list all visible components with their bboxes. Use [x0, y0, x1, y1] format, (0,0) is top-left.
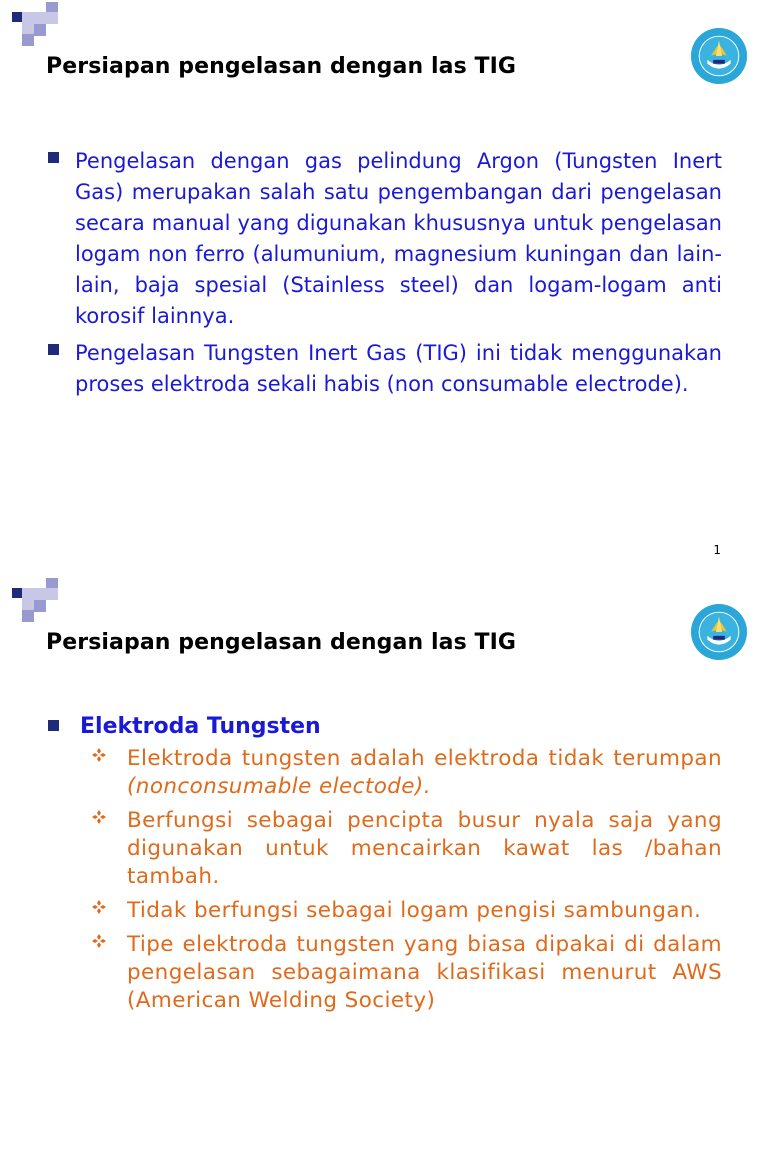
- four-diamond-bullet-icon: [91, 933, 107, 949]
- four-diamond-bullet-icon: [91, 899, 107, 915]
- item-text: Tipe elektroda tungsten yang biasa dipakai di dalam pengelasan sebagaimana klasifikasi menurut AWS (American Welding Society): [127, 932, 722, 1013]
- sub-list: [46, 745, 722, 1015]
- item-text: Tidak berfungsi sebagai logam pengisi sambungan.: [127, 898, 702, 923]
- section-heading-text: Elektroda Tungsten: [80, 714, 321, 739]
- item-text: Elektroda tungsten adalah elektroda tidak terumpan (nonconsumable electode).: [127, 746, 722, 799]
- checker-squares-icon: [0, 0, 70, 50]
- list-item: [46, 146, 722, 332]
- four-diamond-bullet-icon: [91, 809, 107, 825]
- section-heading: [46, 714, 722, 739]
- slide-2: [0, 576, 768, 1152]
- square-bullet-icon: [48, 152, 59, 163]
- bullet-text: Pengelasan Tungsten Inert Gas (TIG) ini tidak menggunakan proses elektroda sekali habis (non consumable electrode).: [75, 341, 722, 396]
- list-item: [91, 897, 722, 925]
- item-text: Berfungsi sebagai pencipta busur nyala saja yang digunakan untuk mencairkan kawat las /bahan tambah.: [127, 808, 722, 889]
- four-diamond-bullet-icon: [91, 747, 107, 763]
- page-number: 1: [713, 543, 721, 557]
- tut-wuri-handayani-logo-icon: [690, 27, 748, 85]
- slide-body: [46, 146, 722, 400]
- slide-body: [46, 714, 722, 1021]
- list-item: [46, 338, 722, 400]
- list-item: [91, 745, 722, 801]
- square-bullet-icon: [48, 344, 59, 355]
- list-item: [91, 807, 722, 891]
- bullet-text: Pengelasan dengan gas pelindung Argon (Tungsten Inert Gas) merupakan salah satu pengembangan dari pengelasan secara manual yang digunakan khususnya untuk pengelasan logam non ferro (alumunium, magnesium kuningan dan lain-lain, baja spesial (Stainless steel) dan logam-logam anti korosif lainnya.: [75, 149, 722, 328]
- tut-wuri-handayani-logo-icon: [690, 603, 748, 661]
- slide-title: Persiapan pengelasan dengan las TIG: [46, 630, 517, 655]
- checker-squares-icon: [0, 576, 70, 626]
- square-bullet-icon: [48, 720, 59, 731]
- list-item: [91, 931, 722, 1015]
- slide-title: Persiapan pengelasan dengan las TIG: [46, 54, 517, 79]
